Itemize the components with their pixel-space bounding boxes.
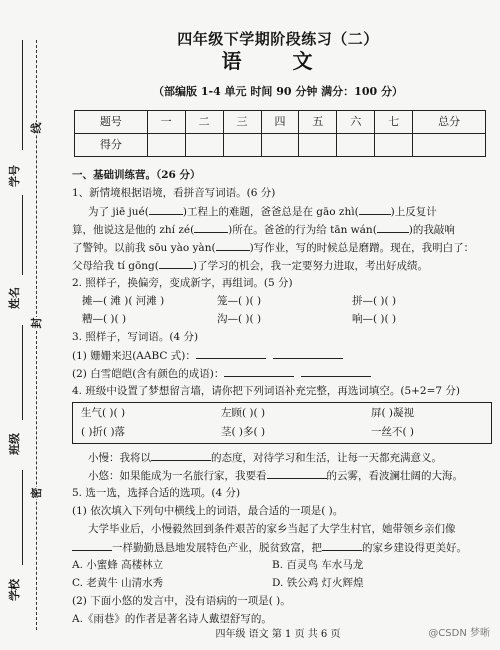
score-row-label: 得分 [75,134,148,157]
q5-text: 的家乡建设得更美好。 [362,542,467,554]
q1-text: )上反复计 [390,206,437,218]
answer-blank[interactable] [72,538,112,551]
seal-char-seal: 封 [30,317,43,329]
q4-line-2 [72,466,492,484]
q1-line-3 [72,238,492,256]
q3-text: (2) 白雪皑皑(含有颜色的成语)： [72,368,225,380]
idiom-item[interactable]: 左顾( )( ) [221,407,266,419]
q3-line-2 [72,364,492,382]
question-4-heading: 4. 班级中设置了梦想留言墙，请你把下列词语补充完整，再选词填空。(5+2=7 分) [72,385,461,397]
radical-item[interactable]: 沟—( )( ) [217,313,262,325]
exam-title: 四年级下学期阶段练习（二） [177,30,379,48]
option-b[interactable]: B. 百灵鸟 车水马龙 [272,559,364,571]
q1-text: 父母给我 tí gōng( [72,260,159,272]
score-input-cell[interactable] [337,134,375,157]
score-cell: 四 [261,111,299,134]
idiom-row [81,404,483,423]
score-cell: 六 [337,111,375,134]
idiom-box [72,402,492,444]
q5-text: 一样勤勤恳恳地发展特色产业，脱贫致富，把 [112,542,322,554]
q5-passage-2 [72,538,492,556]
q3-line-1 [72,346,492,364]
answer-blank[interactable] [301,364,371,377]
answer-blank[interactable] [194,220,228,233]
answer-blank[interactable] [322,538,362,551]
exam-info: （部编版 1-4 单元 时间 90 分钟 满分：100 分） [153,85,403,98]
score-cell: 二 [185,111,223,134]
answer-blank[interactable] [377,220,409,233]
binding-strip [0,0,46,650]
q3-text: (1) 姗姗来迟(AABC 式)： [72,350,196,362]
idiom-item[interactable]: 屏( )凝视 [371,407,415,419]
answer-blank[interactable] [149,202,183,215]
question-3-heading: 3. 照样子，写词语。(4 分) [72,331,199,343]
q5-sub-2-option-a[interactable]: A.《雨巷》的作者是著名诗人戴望舒写的。 [72,613,272,625]
q1-text: 为了 jiē jué( [88,206,149,218]
radical-item[interactable]: 笼—( )( ) [217,295,262,307]
score-table-score-row [75,134,486,157]
page-footer: 四年级 语文 第 1 页 共 6 页 [215,629,341,640]
score-input-cell[interactable] [261,134,299,157]
question-2-heading: 2. 照样子，换偏旁，变成新字，再组词。(5 分) [72,277,293,289]
student-id-label: 学号 [8,165,21,187]
q1-text: )写作业，写的时候总是磨蹭。现在，我明白了： [249,242,475,254]
q1-line-4 [72,256,492,274]
score-cell: 三 [223,111,261,134]
q4-text: 的云雾，看波澜壮阔的大海。 [326,470,463,482]
score-input-cell[interactable] [185,134,223,157]
q1-text: )的我敲响 [408,224,455,236]
radical-item: 摊—( 滩 )( 河滩 ) [82,295,165,307]
score-input-cell[interactable] [413,134,486,157]
radical-item[interactable]: 拼—( )( ) [352,295,397,307]
q2-line-1 [72,292,492,310]
idiom-item[interactable]: ( )折( )落 [81,426,126,438]
question-5-heading: 5. 选一选，选择合适的选项。(4 分) [72,487,241,499]
school-label: 学校 [8,579,21,601]
answer-blank[interactable] [267,466,327,479]
q1-text: 算，他说这是他的 zhí zé( [72,224,195,236]
question-1-heading: 1、新情境根据语境，看拼音写词语。(6 分) [72,187,276,199]
option-d[interactable]: D. 铁公鸡 灯火辉煌 [272,577,364,589]
answer-blank[interactable] [216,238,250,251]
name-label: 姓名 [8,287,21,309]
q1-line-1 [72,202,492,220]
student-id-field[interactable] [22,40,23,150]
q4-text: 的态度，对待学习和生活，让每一天都充满意义。 [211,452,442,464]
q4-text: 小悠：如果能成为一名旅行家，我要看 [88,470,267,482]
answer-blank[interactable] [159,256,193,269]
q1-text: )了学习的机会，我一定要努力进取，考出好成绩。 [192,260,428,272]
q5-options-1 [72,556,492,574]
answer-blank[interactable] [224,364,294,377]
score-cell: 一 [147,111,185,134]
q5-passage-1: 大学毕业后，小慢毅然回到条件艰苦的家乡当起了大学生村官，她带领乡亲们像 [88,523,456,535]
seal-char-dense: 密 [30,487,43,499]
option-a[interactable]: A. 小蜜蜂 高楼林立 [72,559,164,571]
radical-item[interactable]: 响—( )( ) [352,313,397,325]
section-basic [72,166,492,628]
option-c[interactable]: C. 老黄牛 山清水秀 [72,577,164,589]
school-field[interactable] [22,470,23,565]
answer-blank[interactable] [273,346,343,359]
name-field[interactable] [22,195,23,275]
q1-text: )所在。爸爸的行为给 tān wán( [228,224,377,236]
score-cell: 题号 [75,111,148,134]
q4-line-1 [72,448,492,466]
section-heading: 一、基础训练营。（26 分） [72,169,201,181]
score-table [74,110,486,157]
q4-text: 小慢：我将以 [88,452,151,464]
idiom-item[interactable]: 一丝不( ) [371,426,415,438]
score-table-header-row [75,111,486,134]
q1-text: )工程上的难题，爸爸总是在 gāo zhì( [182,206,359,218]
answer-blank[interactable] [359,202,391,215]
q2-line-2 [72,310,492,328]
score-cell: 七 [375,111,413,134]
idiom-row [81,423,483,442]
radical-item[interactable]: 糟—( )( ) [82,313,127,325]
idiom-item[interactable]: 茎( )多( ) [221,426,266,438]
answer-blank[interactable] [151,448,211,461]
q5-sub-1: (1) 依次填入下列句中横线上的词语，最合适的一项是( )。 [72,505,344,517]
score-input-cell[interactable] [299,134,337,157]
class-label: 班级 [8,433,21,455]
class-field[interactable] [22,325,23,420]
score-input-cell[interactable] [223,134,261,157]
seal-char-line: 线 [30,122,43,134]
q1-line-2 [72,220,492,238]
exam-page [60,0,496,650]
score-cell: 总分 [413,111,486,134]
idiom-item[interactable]: 生气( )( ) [81,407,126,419]
q5-options-2 [72,574,492,592]
q1-text: 了警钟。以前我 sōu yào yàn( [72,242,216,254]
watermark: @CSDN 梦晰 [428,628,490,639]
exam-subject: 语 文 [221,49,335,73]
answer-blank[interactable] [196,346,266,359]
score-input-cell[interactable] [375,134,413,157]
score-cell: 五 [299,111,337,134]
score-input-cell[interactable] [147,134,185,157]
q5-sub-2: (2) 下面小悠的发言中，没有语病的一项是( )。 [72,595,291,607]
